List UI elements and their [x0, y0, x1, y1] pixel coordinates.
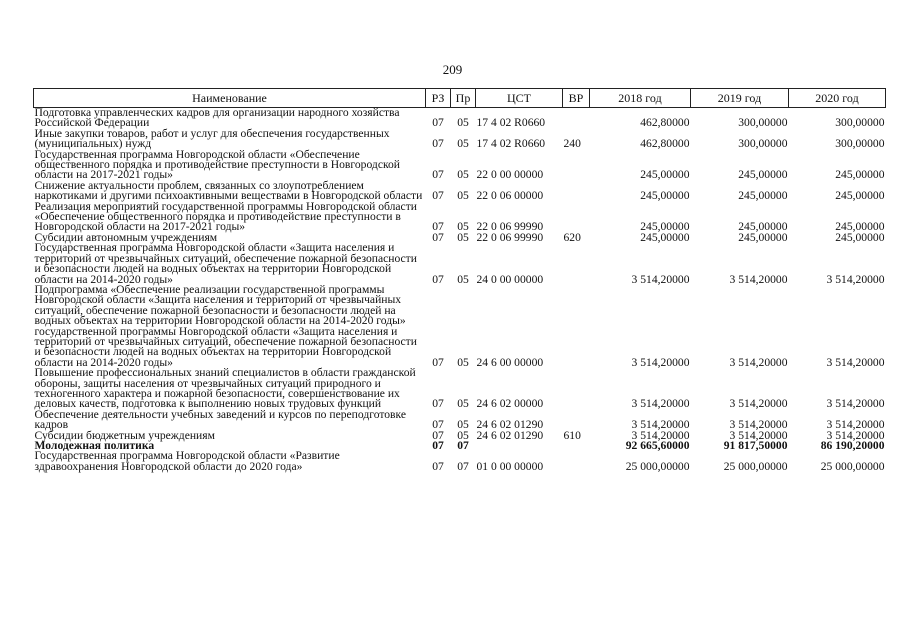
table-row [34, 410, 886, 431]
row-2018: 462,80000 [640, 137, 690, 151]
row-2020: 3 514,20000 [826, 397, 885, 411]
row-2020: 3 514,20000 [826, 272, 885, 286]
row-2018: 245,00000 [640, 220, 690, 234]
row-2019: 3 514,20000 [729, 272, 788, 286]
row-2018: 3 514,20000 [631, 428, 690, 442]
row-name: Субсидии автономным учреждениям [34, 230, 218, 244]
row-2020: 25 000,00000 [820, 459, 885, 473]
row-2020: 245,00000 [835, 220, 885, 234]
row-pr: 05 [457, 220, 469, 234]
row-cst: 22 0 06 00000 [476, 189, 544, 203]
row-2019: 245,00000 [738, 220, 788, 234]
table-header-row [34, 89, 886, 108]
row-name: Подготовка управленческих кадров для организации народного хозяйства Российской Федерации [34, 106, 400, 130]
row-pr: 05 [457, 272, 469, 286]
header-vr: ВР [563, 89, 590, 108]
table-row [34, 150, 886, 181]
row-vr [563, 150, 590, 181]
row-2019: 3 514,20000 [729, 397, 788, 411]
row-pr: 05 [457, 189, 469, 203]
table-row [34, 129, 886, 150]
header-2018: 2018 год [590, 89, 691, 108]
row-rz: 07 [432, 272, 444, 286]
row-2019: 245,00000 [738, 230, 788, 244]
row-cst: 24 6 02 01290 [476, 428, 544, 442]
row-name: Государственная программа Новгородской области «Развитие здравоохранения Новгородской области до 2020 года» [34, 449, 340, 473]
row-2018: 3 514,20000 [631, 418, 690, 432]
row-cst: 17 4 02 R0660 [476, 137, 546, 151]
row-name: Снижение актуальности проблем, связанных со злоупотреблением наркотиками и другими психоактивными веществами в Новгородской области [34, 178, 423, 203]
row-vr: 240 [563, 137, 581, 151]
row-2019: 245,00000 [738, 168, 788, 182]
budget-table [33, 88, 886, 472]
row-vr [563, 243, 590, 285]
row-2019: 3 514,20000 [729, 418, 788, 432]
row-2020: 300,00000 [835, 137, 885, 151]
row-pr: 05 [457, 168, 469, 182]
row-pr: 05 [457, 116, 469, 130]
row-name: Реализация мероприятий государственной программы Новгородской области «Обеспечение общественного порядка и противодействие преступности в Новгородской области на 2017-2021 годы» [34, 199, 417, 234]
table-row [34, 108, 886, 129]
row-cst: 22 0 00 00000 [476, 168, 544, 182]
row-2018: 92 665,60000 [625, 439, 690, 452]
row-vr [563, 451, 590, 472]
row-vr [563, 181, 590, 202]
row-name: Государственная программа Новгородской области «Защита населения и территорий от чрезвычайных ситуаций, обеспечение пожарной безопасности и безопасности людей на водных объектах на территории Новгородской области на 2014-2020 годы» [34, 241, 417, 286]
table-row [34, 202, 886, 233]
header-pr: Пр [451, 89, 476, 108]
row-pr: 05 [457, 418, 469, 432]
header-rz: РЗ [426, 89, 451, 108]
row-pr: 05 [457, 230, 469, 244]
row-2018: 3 514,20000 [631, 355, 690, 369]
row-2019: 3 514,20000 [729, 428, 788, 442]
row-vr [563, 441, 590, 451]
row-2020: 3 514,20000 [826, 428, 885, 442]
row-rz: 07 [432, 116, 444, 130]
row-2019: 245,00000 [738, 189, 788, 203]
row-name: Государственная программа Новгородской области «Обеспечение общественного порядка и противодействие преступности в Новгородской области на 2017-2021 годы» [34, 147, 401, 182]
row-2020: 245,00000 [835, 168, 885, 182]
row-name: Подпрограмма «Обеспечение реализации государственной программы Новгородской области «Защита населения и территорий от чрезвычайных ситуаций, обеспечение пожарной безопасности и безопасности людей на водных объектах на территории Новгородской области на 2014-2020 годы» государственной программы Новгородской области «Защита населения и территорий от чрезвычайных ситуаций, обеспечение пожарной безопасности и безопасности людей на водных объектах на территории Новгородской области на 2014-2020 годы» [34, 282, 417, 369]
row-rz: 07 [432, 459, 444, 473]
row-2020: 3 514,20000 [826, 355, 885, 369]
row-2020: 300,00000 [835, 116, 885, 130]
row-2018: 25 000,00000 [625, 459, 690, 473]
row-rz: 07 [432, 220, 444, 234]
row-rz: 07 [432, 439, 444, 452]
table-row [34, 181, 886, 202]
row-pr: 07 [457, 459, 469, 473]
page-number: 209 [442, 62, 463, 77]
row-2019: 300,00000 [738, 137, 788, 151]
row-2018: 245,00000 [640, 230, 690, 244]
row-pr: 07 [457, 439, 469, 452]
table-row [34, 451, 886, 472]
table-row [34, 285, 886, 368]
row-2018: 245,00000 [640, 168, 690, 182]
row-vr [563, 368, 590, 410]
row-2018: 462,80000 [640, 116, 690, 130]
row-name: Субсидии бюджетным учреждениям [34, 428, 215, 442]
row-name: Обеспечение деятельности учебных заведений и курсов по переподготовке кадров [34, 407, 407, 432]
row-pr: 05 [457, 397, 469, 411]
row-vr [563, 285, 590, 368]
row-2018: 245,00000 [640, 189, 690, 203]
table-row [34, 243, 886, 285]
row-vr: 620 [563, 230, 581, 244]
row-2020: 245,00000 [835, 189, 885, 203]
row-vr [563, 410, 590, 431]
row-2020: 3 514,20000 [826, 418, 885, 432]
row-rz: 07 [432, 355, 444, 369]
row-cst: 24 6 02 00000 [476, 397, 544, 411]
row-name: Повышение профессиональных знаний специалистов в области гражданской обороны, защиты населения от чрезвычайных ситуаций природного и техногенного характера и пожарной безопасности, совершенствование их деловых качеств, подготовка к выполнению новых трудовых функций [34, 366, 416, 411]
row-pr: 05 [457, 137, 469, 151]
row-rz: 07 [432, 397, 444, 411]
row-2019: 91 817,50000 [723, 439, 788, 452]
row-rz: 07 [432, 137, 444, 151]
row-cst: 24 6 02 01290 [476, 418, 544, 432]
row-name: Молодежная политика [34, 439, 155, 452]
row-2020: 245,00000 [835, 230, 885, 244]
row-2019: 3 514,20000 [729, 355, 788, 369]
row-vr: 610 [563, 428, 581, 442]
row-pr: 05 [457, 428, 469, 442]
row-2018: 3 514,20000 [631, 272, 690, 286]
row-rz: 07 [432, 168, 444, 182]
header-cst: ЦСТ [476, 89, 563, 108]
row-vr [563, 108, 590, 129]
row-2020: 86 190,20000 [820, 439, 885, 452]
header-name: Наименование [34, 89, 426, 108]
row-cst: 24 0 00 00000 [476, 272, 544, 286]
header-2020: 2020 год [789, 89, 886, 108]
row-2019: 25 000,00000 [723, 459, 788, 473]
row-cst: 22 0 06 99990 [476, 220, 544, 234]
row-rz: 07 [432, 418, 444, 432]
row-rz: 07 [432, 230, 444, 244]
row-name: Иные закупки товаров, работ и услуг для обеспечения государственных (муниципальных) нужд [34, 126, 390, 151]
row-cst: 24 6 00 00000 [476, 355, 544, 369]
row-2019: 300,00000 [738, 116, 788, 130]
table-row [34, 368, 886, 410]
row-vr [563, 202, 590, 233]
row-cst: 22 0 06 99990 [476, 230, 544, 244]
row-2018: 3 514,20000 [631, 397, 690, 411]
row-rz: 07 [432, 428, 444, 442]
row-rz: 07 [432, 189, 444, 203]
header-2019: 2019 год [691, 89, 789, 108]
row-cst: 17 4 02 R0660 [476, 116, 546, 130]
row-cst [476, 441, 563, 451]
row-pr: 05 [457, 355, 469, 369]
row-cst: 01 0 00 00000 [476, 459, 544, 473]
